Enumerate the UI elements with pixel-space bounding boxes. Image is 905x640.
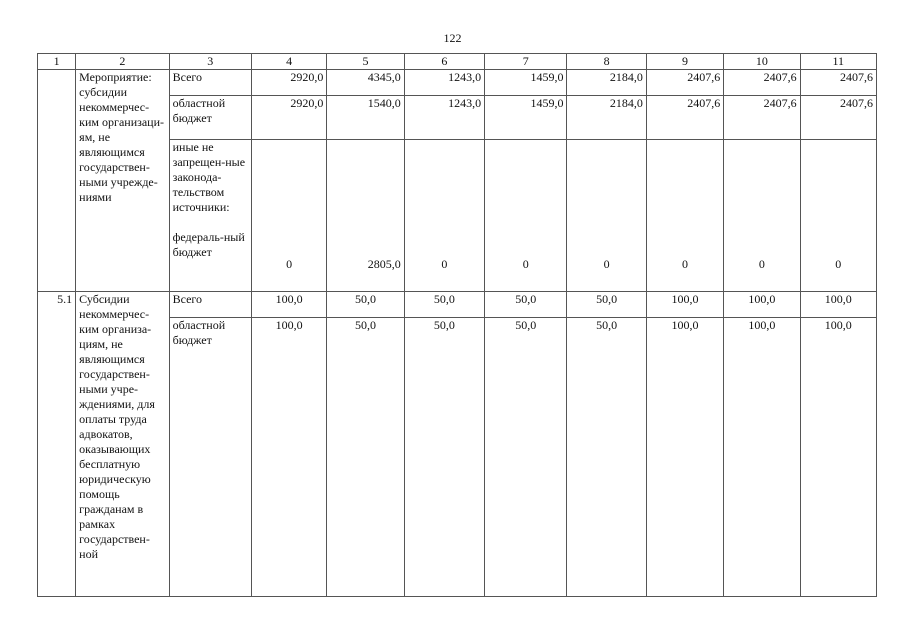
table-cell: 2407,6 <box>800 96 876 140</box>
table-row <box>38 70 877 96</box>
source-label: Всего <box>169 292 251 318</box>
table-cell: 50,0 <box>485 292 567 318</box>
page-number: 122 <box>443 31 462 45</box>
table-cell: 50,0 <box>327 292 404 318</box>
table-cell: 100,0 <box>252 318 327 597</box>
budget-table <box>37 53 877 597</box>
table-cell: 50,0 <box>567 292 646 318</box>
measure-description: Субсидии некоммерчес-ким организа-циям, не являющимся государствен-ными учре-ждениями, для оплаты труда адвокатов, оказывающих бесплатную юридическую помощь гражданам в рамках государствен-ной <box>76 292 169 597</box>
table-cell: 2805,0 <box>327 140 404 292</box>
source-label: областной бюджет <box>169 318 251 597</box>
row-number <box>38 70 76 292</box>
column-header: 9 <box>646 54 723 70</box>
table-cell: 50,0 <box>404 292 484 318</box>
column-header: 8 <box>567 54 646 70</box>
table-cell: 1540,0 <box>327 96 404 140</box>
table-cell: 1459,0 <box>485 70 567 96</box>
row-number: 5.1 <box>38 292 76 597</box>
table-cell: 100,0 <box>724 292 800 318</box>
table-cell: 2184,0 <box>567 70 646 96</box>
table-cell: 100,0 <box>252 292 327 318</box>
table-cell: 2407,6 <box>724 96 800 140</box>
table-cell: 50,0 <box>567 318 646 597</box>
column-header: 10 <box>724 54 800 70</box>
table-cell: 4345,0 <box>327 70 404 96</box>
table-cell: 0 <box>724 140 800 292</box>
table-cell: 2407,6 <box>724 70 800 96</box>
column-header: 2 <box>76 54 169 70</box>
source-label: областной бюджет <box>169 96 251 140</box>
other-sources-label: иные не запрещен-ные законода-тельством источники: <box>172 140 246 214</box>
table-cell: 100,0 <box>800 318 876 597</box>
table-cell: 1459,0 <box>485 96 567 140</box>
table-cell: 0 <box>800 140 876 292</box>
table-cell: 0 <box>646 140 723 292</box>
header-row <box>38 54 877 70</box>
column-header: 5 <box>327 54 404 70</box>
table-cell: 0 <box>567 140 646 292</box>
table-cell: 2407,6 <box>646 96 723 140</box>
measure-description: Мероприятие: субсидии некоммерчес-ким организаци-ям, не являющимся государствен-ными учрежде-ниями <box>76 70 169 292</box>
table-cell: 1243,0 <box>404 96 484 140</box>
table-cell: 100,0 <box>646 292 723 318</box>
table-cell: 2407,6 <box>646 70 723 96</box>
table-cell: 2184,0 <box>567 96 646 140</box>
table-cell: 0 <box>485 140 567 292</box>
table-cell: 100,0 <box>800 292 876 318</box>
column-header: 4 <box>252 54 327 70</box>
federal-label: федераль-ный бюджет <box>172 230 245 259</box>
column-header: 1 <box>38 54 76 70</box>
table-cell: 50,0 <box>485 318 567 597</box>
table-cell: 100,0 <box>724 318 800 597</box>
table-cell: 0 <box>404 140 484 292</box>
table-cell: 2920,0 <box>252 96 327 140</box>
source-label: Всего <box>169 70 251 96</box>
table-row <box>38 292 877 318</box>
column-header: 3 <box>169 54 251 70</box>
table-cell: 1243,0 <box>404 70 484 96</box>
table-cell: 0 <box>252 140 327 292</box>
table-cell: 2920,0 <box>252 70 327 96</box>
table-cell: 2407,6 <box>800 70 876 96</box>
table-cell: 50,0 <box>327 318 404 597</box>
column-header: 6 <box>404 54 484 70</box>
source-label-stack <box>169 140 251 292</box>
column-header: 7 <box>485 54 567 70</box>
column-header: 11 <box>800 54 876 70</box>
table-cell: 100,0 <box>646 318 723 597</box>
table-cell: 50,0 <box>404 318 484 597</box>
